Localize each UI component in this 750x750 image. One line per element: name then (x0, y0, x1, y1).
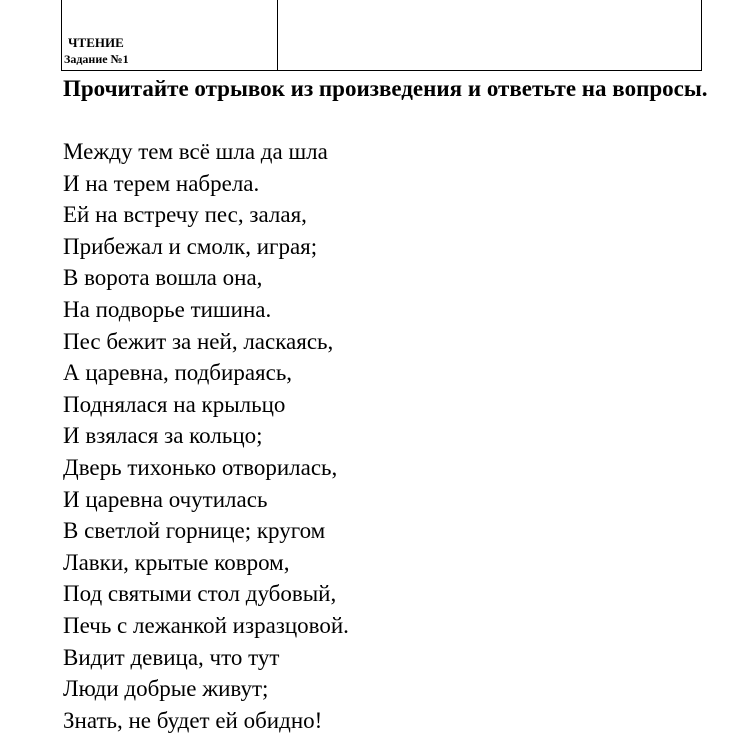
poem-text (63, 136, 349, 736)
poem-line: В светлой горнице; кругом (63, 518, 326, 544)
poem-line: Видит девица, что тут (63, 644, 280, 670)
poem-line: Дверь тихонько отворилась, (63, 454, 338, 480)
poem-line: Прибежал и смолк, играя; (63, 233, 318, 259)
poem-line: Ей на встречу пес, залая, (63, 202, 307, 228)
task-label: Задание №1 (64, 52, 129, 66)
poem-line: В ворота вошла она, (63, 265, 263, 291)
poem-line: Люди добрые живут; (63, 676, 269, 702)
poem-line: Лавки, крытые ковром, (63, 549, 290, 575)
section-label: ЧТЕНИЕ (68, 35, 124, 50)
poem-line: Поднялася на крыльцо (63, 391, 286, 417)
poem-line: И царевна очутилась (63, 486, 268, 512)
poem-line: А царевна, подбираясь, (63, 360, 293, 386)
header-table (61, 0, 702, 71)
poem-line: Под святыми стол дубовый, (63, 581, 337, 607)
poem-line: Печь с лежанкой изразцовой. (63, 612, 349, 638)
instruction-text: Прочитайте отрывок из произведения и ответьте на вопросы. (63, 76, 708, 101)
poem-line: И на терем набрела. (63, 170, 260, 196)
header-left-cell (62, 0, 278, 70)
poem-line: Между тем всё шла да шла (63, 139, 328, 164)
poem-line: На подворье тишина. (63, 296, 272, 322)
poem-line: И взялася за кольцо; (63, 423, 263, 449)
poem-line: Пес бежит за ней, ласкаясь, (63, 328, 334, 354)
poem-line: Знать, не будет ей обидно! (63, 707, 323, 733)
header-right-cell (278, 0, 701, 70)
